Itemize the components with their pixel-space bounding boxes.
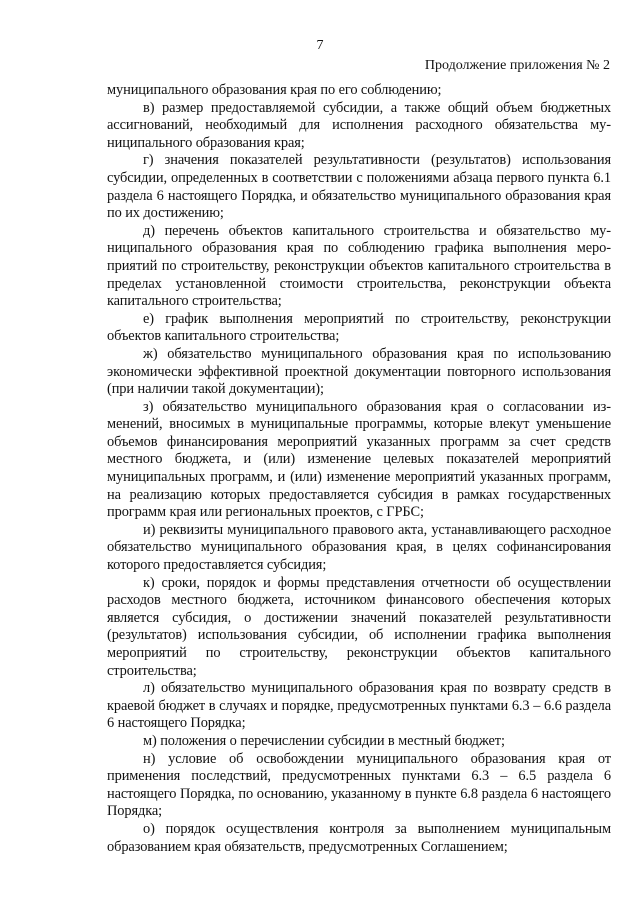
paragraph-item-i: и) реквизиты муниципального правового акта, устанавливающего расходное обязательство муниципального образования края, в целях софинансирования которого предоставляется субсидия; [107, 521, 611, 574]
paragraph-continuation: муниципального образования края по его соблюдению; [107, 82, 442, 98]
paragraph-item-l: л) обязательство муниципального образования края по возврату средств в краевой бюджет в случаях и порядке, предусмотренных пунктами 6.3 – 6.6 раздела 6 настоящего Порядка; [107, 680, 611, 732]
paragraph-item-d: д) перечень объектов капитального строительства и обязательство муниципального образования края по соблюдению графика выполнения мероприятий по строительству, реконструкции объектов капитального строительства в пределах установленной стоимости строительства, реконструкции объекта капитального строительства; [107, 222, 611, 310]
paragraph-item-o: о) порядок осуществления контроля за выполнением муниципальным образованием края обязательств, предусмотренных Соглашением; [107, 820, 611, 855]
paragraph-item-v: в) размер предоставляемой субсидии, а также общий объем бюджетных ассигнований, необходимый для исполнения расходного обязательства муниципального образования края; [107, 99, 611, 151]
paragraph-item-m: м) положения о перечислении субсидии в местный бюджет; [143, 732, 505, 749]
paragraph-item-z: з) обязательство муниципального образования края о согласовании изменений, вносимых в муниципальные программы, которые влекут уменьшение объемов финансирования мероприятий указанных программ за счет средств местного бюджета, и (или) изменение целевых показателей мероприятий муниципальных программ, и (или) изменение мероприятий указанных программ, на реализацию которых предоставляется субсидия в рамках государственных программ края или региональных проектов, с ГРБС; [107, 398, 611, 521]
page-number: 7 [316, 38, 324, 53]
paragraph-item-n: н) условие об освобождении муниципального образования края от применения последствий, предусмотренных пунктами 6.3 – 6.5 раздела 6 настоящего Порядка, по основанию, указанному в пункте 6.8 раздела 6 настоящего Порядка; [107, 750, 611, 820]
paragraph-item-k: к) сроки, порядок и формы представления отчетности об осуществлении расходов местного бюджета, источником финансового обеспечения которых является субсидия, о достижении значений показателей результативности (результатов) использования субсидии, об исполнении графика выполнения мероприятий по строительству, реконструкции объектов капитального строительства; [107, 574, 611, 679]
appendix-continuation-note: Продолжение приложения № 2 [424, 58, 610, 73]
paragraph-item-e: е) график выполнения мероприятий по строительству, реконструкции объектов капитального строительства; [107, 310, 611, 345]
paragraph-item-g: г) значения показателей результативности (результатов) использования субсидии, определенных в соответствии с положениями абзаца первого пункта 6.1 раздела 6 настоящего Порядка, и обязательство муниципального образования края по их достижению; [107, 152, 611, 222]
paragraph-item-zh: ж) обязательство муниципального образования края по использованию экономически эффективной проектной документации повторного использования (при наличии такой документации); [107, 345, 611, 398]
document-body [107, 82, 611, 856]
